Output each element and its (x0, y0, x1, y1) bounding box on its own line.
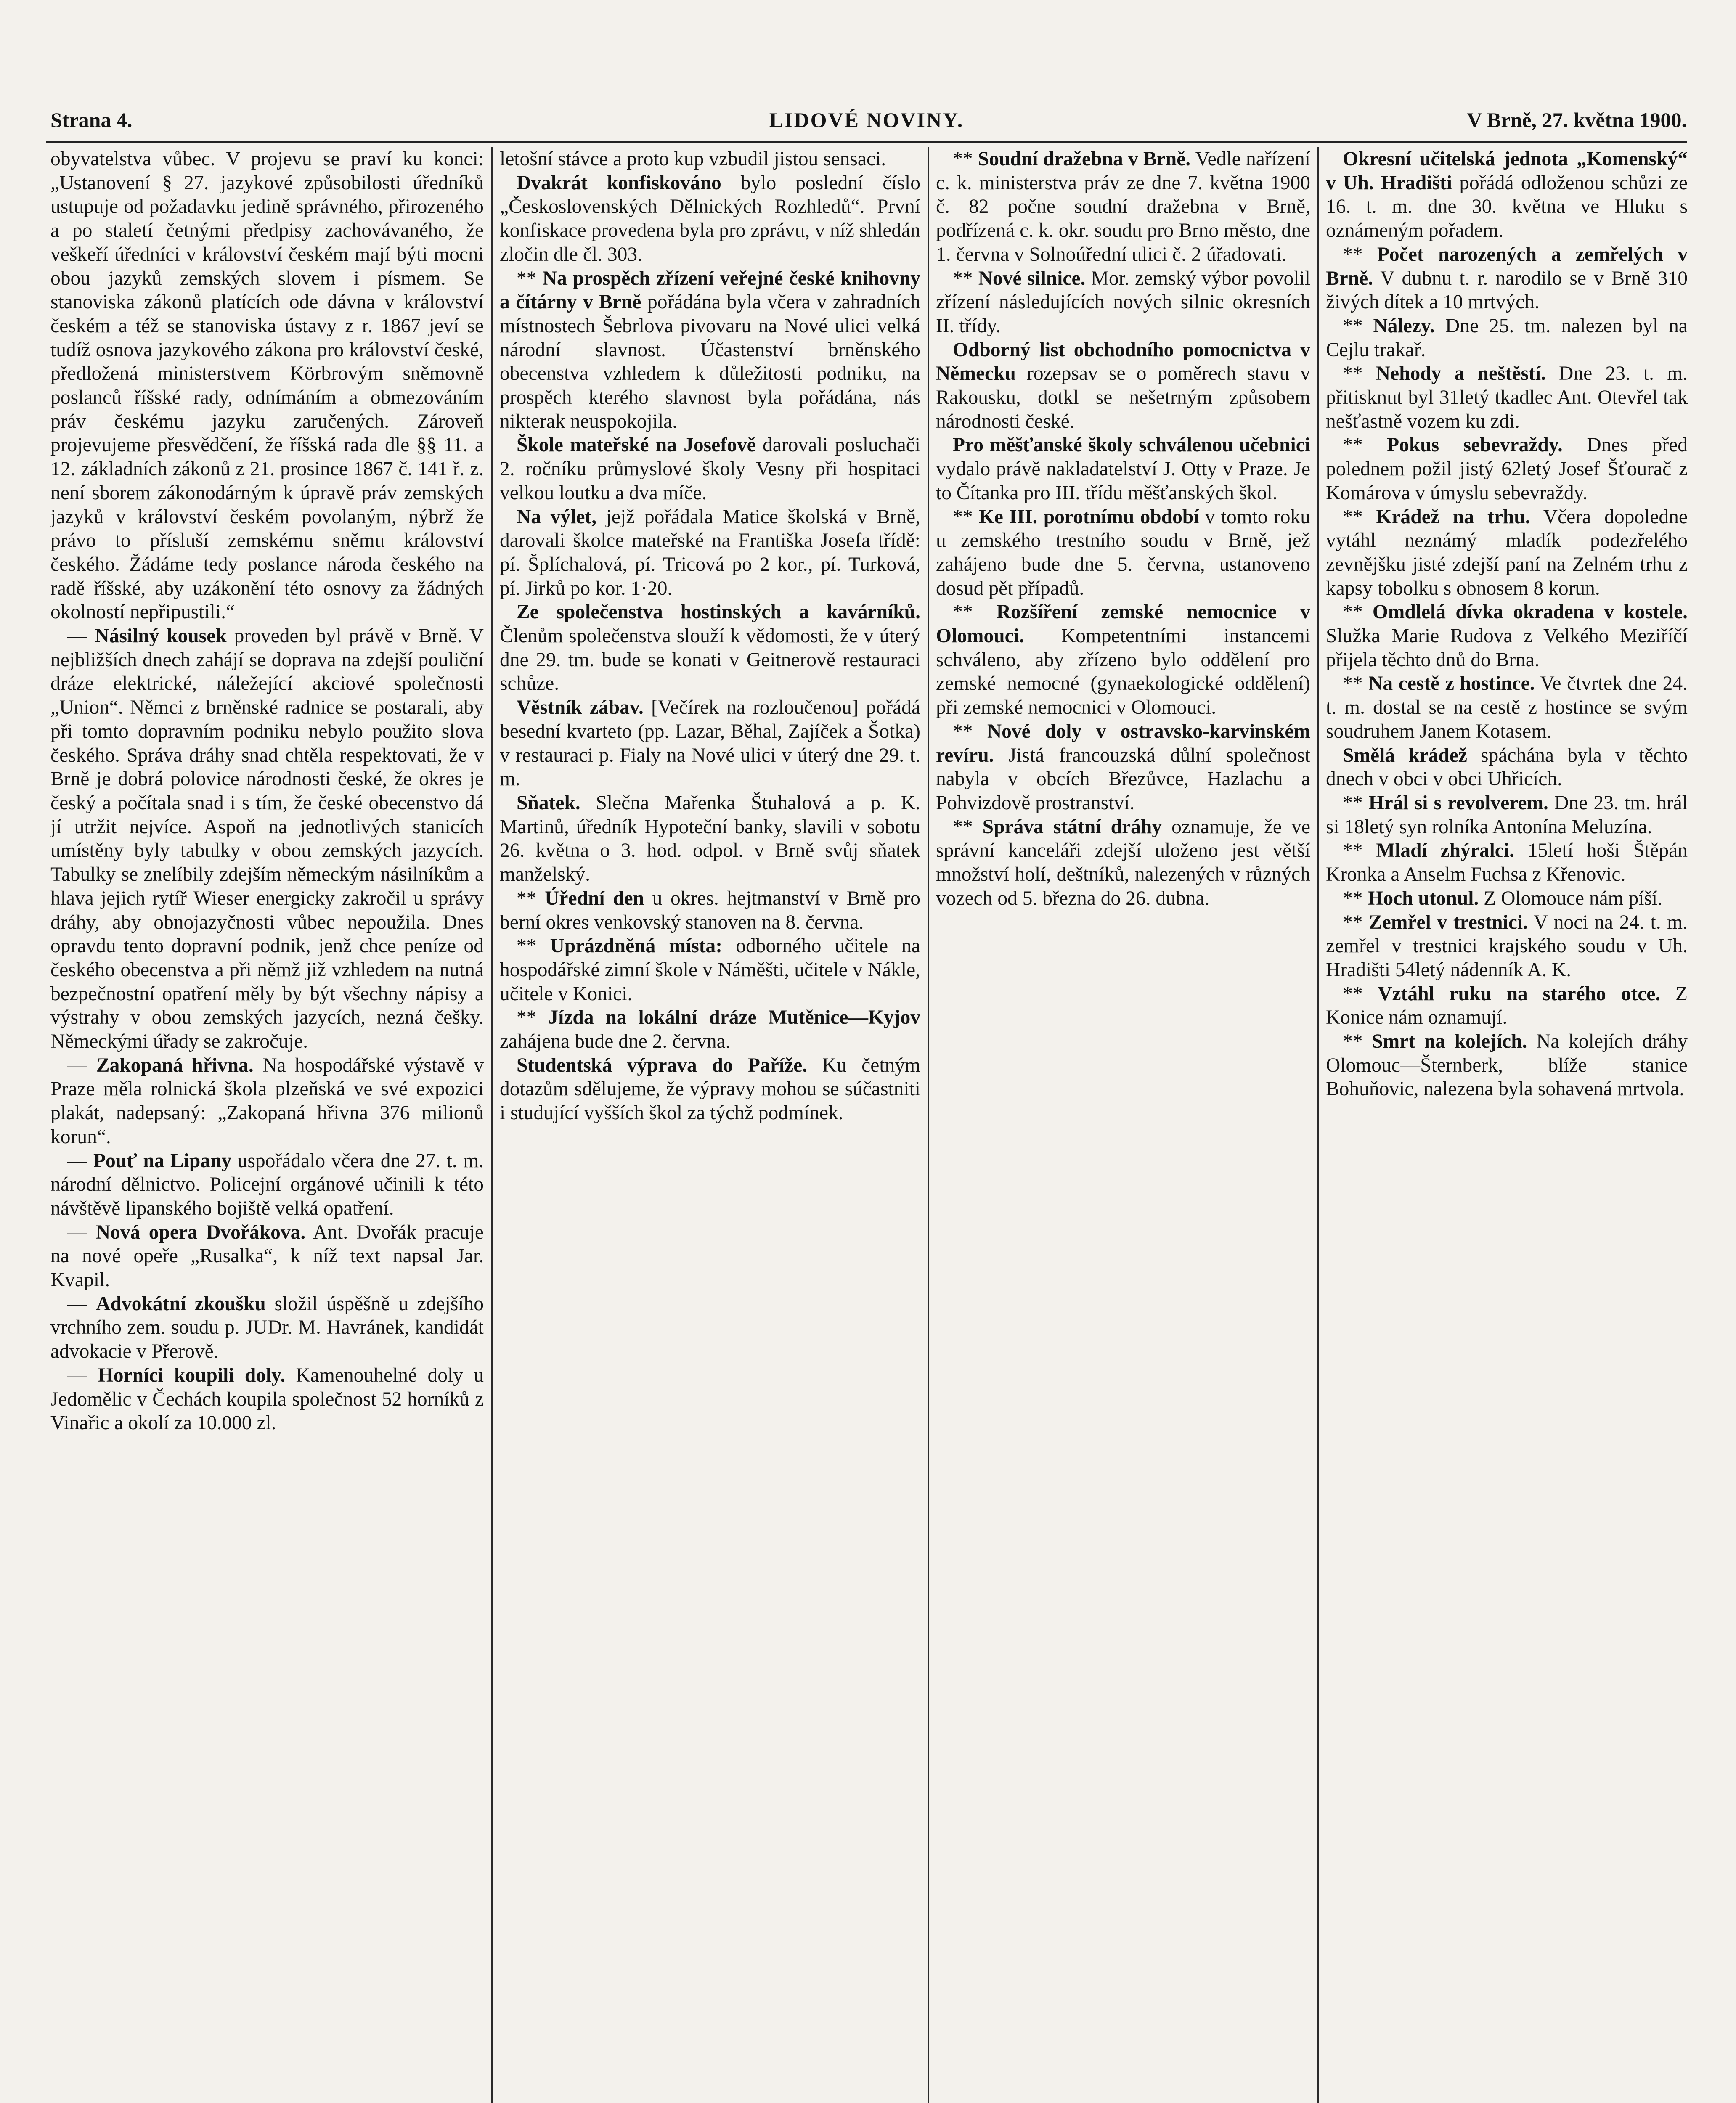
article-headline: Nálezy. (1373, 315, 1435, 337)
article-marker: ** (1343, 363, 1376, 385)
article-headline: Smrt na kolejích. (1372, 1030, 1527, 1053)
article-marker: ** (1343, 792, 1369, 814)
article-marker: — (67, 1054, 96, 1076)
article-headline: Pro měšťanské školy schválenou učebnici (953, 434, 1310, 456)
article-headline: Hrál si s revolverem. (1368, 792, 1548, 814)
article-paragraph (1326, 243, 1688, 314)
article-marker: — (67, 1364, 98, 1386)
article-marker: ** (953, 267, 978, 289)
article-paragraph (936, 720, 1310, 815)
article-marker: ** (1343, 243, 1377, 265)
column-divider (1317, 147, 1319, 2103)
article-headline: Sňatek. (517, 792, 580, 814)
article-body: Služka Marie Rudova z Velkého Meziříčí přijela těchto dnů do Brna. (1326, 625, 1688, 671)
article-body: 15letí hoši Štěpán Kronka a Anselm Fuchsa z Křenovic. (1326, 840, 1688, 886)
article-body: Vedle nařízení c. k. ministerstva práv ze dne 7. května 1900 č. 82 počne soudní dražebna v Brně, podřízená c. k. okr. soudu pro Brno město, dne 1. června v Solnoúřední ulici č. 2 úřadovati. (936, 148, 1310, 265)
article-headline: Krádež na trhu. (1376, 506, 1530, 528)
article-body: Včera dopoledne vytáhl neznámý mladík podezřelého zevnějšku jisté zdejší paní na Zelném trhu z kapsy tobolku s obnosem 8 korun. (1326, 506, 1688, 599)
article-marker: ** (1343, 840, 1376, 862)
article-paragraph (1326, 1030, 1688, 1101)
article-headline: Na cestě z hostince. (1368, 673, 1535, 695)
article-paragraph (500, 934, 920, 1006)
article-headline: Studentská výprava do Paříže. (517, 1054, 808, 1076)
article-marker: ** (517, 1006, 549, 1029)
article-headline: Dvakrát konfiskováno (517, 172, 721, 194)
article-body: proveden byl právě v Brně. V nejbližších dnech zahájí se doprava na zdejší pouliční dráze elektrické, náležející akciové společnosti „Union“. Němci z brněnské radnice se postarali, aby při tomto dopravním podniku nebylo použito slova českého. Správa dráhy snad chtěla respektovati, že v Brně je dobrá polovice národnosti české, že okres je český a počítala snad i s tím, že české obecenstvo dá jí utržit nejvíce. Aspoň na jednotlivých stanicích umístěny byly tabulky v obou zemských jazycích. Tabulky se znelíbily zdejším německým násilníkům a hlava jejich rytíř Wieser energicky zakročil u správy dráhy, aby obnojazyčnosti vůbec nepoužila. Dnes opravdu tento dopravní podnik, jenž chce peníze od českého obecenstva a při němž již vzhledem na nutná bezpečnostní opatření měly by být všechny nápisy a výstrahy v obou zemských jazycích, nezná češky. Německými úřady se zakročuje. (50, 625, 484, 1053)
header-rule (46, 141, 1687, 143)
article-marker: — (67, 1149, 93, 1172)
article-body: Na hospodářské výstavě v Praze měla rolnická škola plzeňská ve své expozici plakát, nadepsaný: „Zakopaná hřivna 376 milionů korun“. (50, 1054, 484, 1148)
article-marker: ** (1343, 983, 1378, 1005)
article-headline: Odborný list obchodního pomocnictva v Německu (936, 339, 1310, 385)
article-headline: Okresní učitelská jednota „Komenský“ v Uh. Hradišti (1326, 148, 1688, 194)
article-paragraph (50, 1054, 484, 1149)
article-paragraph (1326, 314, 1688, 362)
article-body: Dne 23. tm. hrál si 18letý syn rolníka Antonína Meluzína. (1326, 792, 1688, 838)
article-marker: ** (953, 148, 978, 170)
article-headline: Jízda na lokální dráze Mutěnice—Kyjov (548, 1006, 920, 1029)
article-marker: ** (1343, 315, 1373, 337)
column-2 (500, 147, 920, 2103)
article-marker: ** (1343, 887, 1368, 909)
article-body: darovali posluchači 2. ročníku průmyslové školy Vesny při hospitaci velkou loutku a dva míče. (500, 434, 920, 504)
article-headline: Horníci koupili doly. (98, 1364, 286, 1386)
article-marker: ** (1343, 1030, 1372, 1053)
article-body: zahájena bude dne 2. června. (500, 1030, 731, 1053)
article-body: Jistá francouzská důlní společnost nabyla v obcích Březůvce, Hazlachu a Pohvizdově prostranství. (936, 744, 1310, 814)
article-body: rozepsav se o poměrech stavu v Rakousku, dotkl se nešetrným způsobem národnosti české. (936, 363, 1310, 432)
article-headline: Pouť na Lipany (93, 1149, 232, 1172)
article-paragraph (936, 338, 1310, 434)
article-body: Dne 25. tm. nalezen byl na Cejlu trakař. (1326, 315, 1688, 361)
article-paragraph (50, 1364, 484, 1435)
article-paragraph (500, 267, 920, 434)
article-paragraph (50, 1149, 484, 1221)
article-marker: ** (517, 267, 543, 289)
article-headline: Násilný kousek (95, 625, 227, 647)
article-paragraph (1326, 600, 1688, 672)
article-body: Mor. zemský výbor povolil zřízení následujících nových silnic okresních II. třídy. (936, 267, 1310, 337)
article-body: Ku četným dotazům sdělujeme, že výpravy mohou se súčastniti i studující vyšších škol za týchž podmínek. (500, 1054, 920, 1124)
article-paragraph (1326, 362, 1688, 433)
article-headline: Uprázdněná místa: (550, 935, 723, 957)
article-paragraph (1326, 887, 1688, 911)
column-1 (50, 147, 484, 2103)
article-headline: Nové silnice. (978, 267, 1086, 289)
article-paragraph (500, 505, 920, 601)
article-paragraph (936, 147, 1310, 267)
article-paragraph (936, 505, 1310, 601)
article-headline: Zakopaná hřivna. (96, 1054, 254, 1076)
article-headline: Úřední den (545, 887, 644, 909)
article-marker: ** (1343, 601, 1373, 623)
article-headline: Na výlet, (517, 506, 597, 528)
article-body: pořádána byla včera v zahradních místnostech Šebrlova pivovaru na Nové ulici velká národní slavnost. Účastenství brněnského obecenstva vzhledem k důležitosti podniku, na prospěch kterého slavnost byla pořádána, nás nikterak neuspokojila. (500, 291, 920, 432)
article-headline: Vztáhl ruku na starého otce. (1378, 983, 1661, 1005)
article-headline: Pokus sebevraždy. (1387, 434, 1563, 456)
article-paragraph (50, 1221, 484, 1292)
article-body: Dne 23. t. m. přitisknut byl 31letý tkadlec Ant. Otevřel tak nešťastně vozem ku zdi. (1326, 363, 1688, 432)
article-body: Ant. Dvořák pracuje na nové opeře „Rusalka“, k níž text napsal Jar. Kvapil. (50, 1221, 484, 1291)
article-paragraph (936, 600, 1310, 720)
article-marker: ** (953, 601, 997, 623)
article-marker: — (67, 1221, 96, 1243)
article-headline: Na prospěch zřízení veřejné české knihovny a čítárny v Brně (500, 267, 920, 313)
article-marker: ** (953, 506, 979, 528)
article-paragraph (50, 1292, 484, 1364)
article-body: oznamuje, že ve správní kanceláři zdejší uloženo jest větší množství holí, deštníků, nalezených v různých vozech od 5. března do 26. dubna. (936, 816, 1310, 909)
article-body: u okres. hejtmanství v Brně pro berní okres venkovský stanoven na 8. června. (500, 887, 920, 933)
article-marker: ** (517, 935, 550, 957)
article-paragraph (500, 147, 920, 171)
article-headline: Zemřel v trestnici. (1369, 911, 1528, 933)
article-body: Ve čtvrtek dne 24. t. m. dostal se na cestě z hostince se svým soudruhem Janem Kotasem. (1326, 673, 1688, 742)
article-body: Na kolejích dráhy Olomouc—Šternberk, blíže stanice Bohuňovic, nalezena byla sohavená mrtvola. (1326, 1030, 1688, 1100)
article-headline: Počet narozených a zemřelých v Brně. (1326, 243, 1688, 289)
article-paragraph (500, 171, 920, 267)
article-headline: Advokátní zkoušku (96, 1293, 266, 1315)
article-headline: Hoch utonul. (1368, 887, 1479, 909)
article-body: vydalo právě nakladatelství J. Otty v Praze. Je to Čítanka pro III. třídu měšťanských škol. (936, 458, 1310, 504)
column-divider (491, 147, 493, 2103)
article-marker: ** (1343, 911, 1369, 933)
article-headline: Soudní dražebna v Brně. (978, 148, 1191, 170)
article-body: Členům společenstva slouží k vědomosti, že v úterý dne 29. tm. bude se konati v Geitnerově restauraci schůze. (500, 625, 920, 695)
article-marker: ** (953, 720, 987, 742)
article-headline: Nehody a neštěstí. (1376, 363, 1546, 385)
article-paragraph (936, 815, 1310, 911)
article-marker: — (67, 1293, 96, 1315)
article-headline: Ze společenstva hostinských a kavárníků. (517, 601, 920, 623)
page-number: Strana 4. (50, 108, 133, 132)
column-4 (1326, 147, 1688, 2103)
article-headline: Rozšíření zemské nemocnice v Olomouci. (936, 601, 1310, 647)
article-paragraph (1326, 911, 1688, 982)
article-paragraph (500, 433, 920, 505)
article-body: Z Konice nám oznamují. (1326, 983, 1688, 1029)
article-paragraph (500, 696, 920, 791)
article-paragraph (1326, 672, 1688, 743)
article-body: Kompetentními instancemi schváleno, aby zřízeno bylo oddělení pro zemské nemocné (gynaekologické oddělení) při zemské nemocnici v Olomouci. (936, 625, 1310, 719)
article-headline: Nové doly v ostravsko-karvinském revíru. (936, 720, 1310, 766)
article-body: letošní stávce a proto kup vzbudil jistou sensaci. (500, 148, 886, 170)
article-body: bylo poslední číslo „Československých Dělnických Rozhledů“. První konfiskace provedena byla pro zprávu, v níž shledán zločin dle čl. 303. (500, 172, 920, 265)
article-marker: ** (953, 816, 983, 838)
article-paragraph (500, 791, 920, 887)
article-body: V dubnu t. r. narodilo se v Brně 310 živých dítek a 10 mrtvých. (1326, 267, 1688, 313)
article-marker: — (67, 625, 95, 647)
article-body: složil úspěšně u zdejšího vrchního zem. soudu p. JUDr. M. Havránek, kandidát advokacie v Přerově. (50, 1293, 484, 1363)
article-paragraph (50, 624, 484, 1054)
article-paragraph (500, 600, 920, 696)
masthead: LIDOVÉ NOVINY. (769, 108, 964, 132)
article-paragraph (1326, 744, 1688, 791)
article-headline: Mladí zhýralci. (1376, 840, 1514, 862)
article-paragraph (50, 147, 484, 624)
article-paragraph (1326, 433, 1688, 505)
article-headline: Škole mateřské na Josefově (517, 434, 756, 456)
article-body: V noci na 24. t. m. zemřel v trestnici krajského soudu v Uh. Hradišti 54letý nádenník A. K. (1326, 911, 1688, 981)
article-headline: Ke III. porotnímu období (978, 506, 1199, 528)
article-paragraph (1326, 791, 1688, 839)
article-paragraph (936, 433, 1310, 505)
article-body: jejž pořádala Matice školská v Brně, darovali školce mateřské na Františka Josefa třídě: pí. Šplíchalová, pí. Tricová po 2 kor., pí. Turková, pí. Jirků po kor. 1·20. (500, 506, 920, 599)
article-body: Dnes před polednem požil jistý 62letý Josef Šťourač z Komárova v úmyslu sebevraždy. (1326, 434, 1688, 504)
article-paragraph (1326, 505, 1688, 601)
article-body: odborného učitele na hospodářské zimní škole v Náměšti, učitele v Nákle, učitele v Konici. (500, 935, 920, 1005)
article-body: Slečna Mařenka Štuhalová a p. K. Martinů, úředník Hypoteční banky, slavili v sobotu 26. května o 3. hod. odpol. v Brně svůj sňatek manželský. (500, 792, 920, 886)
article-body: uspořádalo včera dne 27. t. m. národní dělnictvo. Policejní orgánové učinili k této návštěvě lipanského bojiště velká opatření. (50, 1149, 484, 1219)
article-headline: Správa státní dráhy (982, 816, 1162, 838)
article-headline: Věstník zábav. (517, 697, 644, 719)
article-body: [Večírek na rozloučenou] pořádá besední kvarteto (pp. Lazar, Běhal, Zajíček a Šotka) v restauraci p. Fialy na Nové ulici v úterý dne 29. t. m. (500, 697, 920, 790)
article-paragraph (1326, 982, 1688, 1030)
article-body: Z Olomouce nám píší. (1479, 887, 1663, 909)
column-3 (936, 147, 1310, 2103)
column-divider (928, 147, 929, 2103)
article-headline: Omdlelá dívka okradena v kostele. (1372, 601, 1688, 623)
article-marker: ** (1343, 434, 1387, 456)
article-paragraph (500, 1006, 920, 1053)
dateline: V Brně, 27. května 1900. (1467, 108, 1687, 132)
article-body: obyvatelstva vůbec. V projevu se praví ku konci: „Ustanovení § 27. jazykové způsobilosti úředníků ustupuje od požadavku jedině správného, přirozeného a po staletí četnými předpisy zachovávaného, že veškeří úředníci v království českém mají býti mocni obou jazyků zemských slovem i písmem. Se stanoviska zákonů platících ode dávna v království českém a též se stanoviska ústavy z r. 1867 jeví se tudíž osnova jazykového zákona pro království české, předložená ministerstvem Körbrovým sněmovně poslanců říšské rady, odnímáním a obmezováním práv českému jazyku zaručených. Zároveň projevujeme přesvědčení, že říšská rada dle §§ 11. a 12. základních zákonů z 21. prosince 1867 č. 141 ř. z. není sborem zákonodárným k úpravě práv zemských jazyků v království českém povolaným, nýbrž že právo to přísluší zemskému sněmu království českého. Žádáme tedy poslance národa českého na radě říšské, aby uzákonění této osnovy za žádných okolností nepřipustili.“ (50, 148, 484, 623)
article-headline: Smělá krádež (1343, 744, 1467, 766)
article-paragraph (1326, 839, 1688, 886)
article-paragraph (500, 1054, 920, 1125)
article-paragraph (500, 887, 920, 934)
article-headline: Nová opera Dvořákova. (95, 1221, 306, 1243)
page-header (46, 107, 1687, 141)
article-paragraph (936, 267, 1310, 338)
article-marker: ** (1343, 673, 1369, 695)
article-body: Kamenouhelné doly u Jedomělic v Čechách koupila společnost 52 horníků z Vinařic a okolí za 10.000 zl. (50, 1364, 484, 1434)
article-body: pořádá odloženou schůzi ze 16. t. m. dne 30. května ve Hluku s oznámeným pořadem. (1326, 172, 1688, 242)
article-marker: ** (517, 887, 545, 909)
article-body: v tomto roku u zemského trestního soudu v Brně, jež zahájeno bude dne 5. června, ustanoveno dosud pět případů. (936, 506, 1310, 599)
article-marker: ** (1343, 506, 1376, 528)
article-paragraph (1326, 147, 1688, 243)
article-body: spáchána byla v těchto dnech v obci v obci Uhřicích. (1326, 744, 1688, 790)
